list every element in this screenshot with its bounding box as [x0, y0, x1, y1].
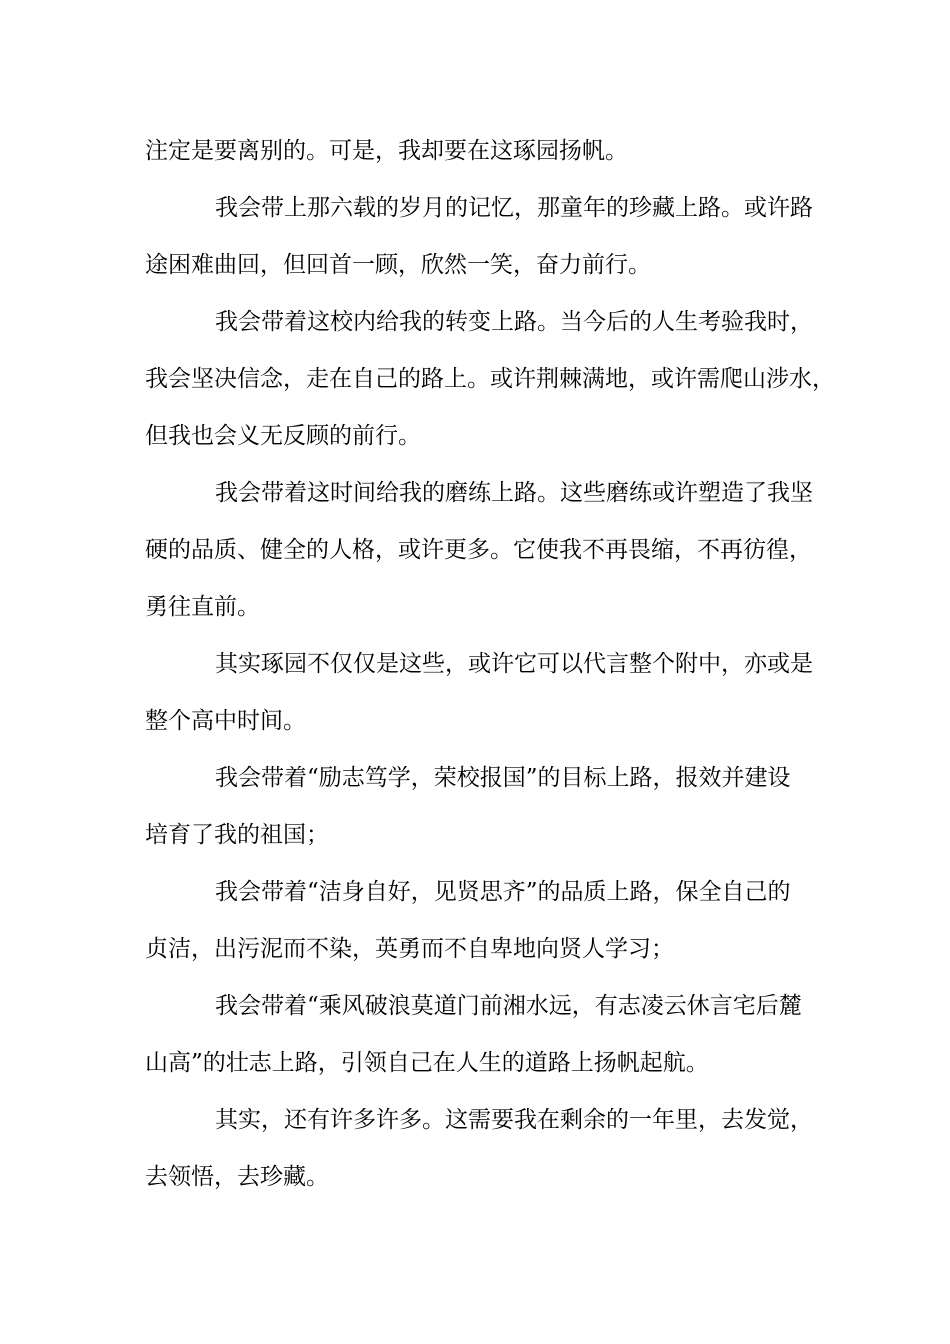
paragraph-line: 我会带上那六载的岁月的记忆，那童年的珍藏上路。或许路 — [215, 195, 813, 221]
paragraph-line: 途困难曲回，但回首一顾，欣然一笑，奋力前行。 — [145, 252, 651, 278]
paragraph-line: 我会带着“励志笃学，荣校报国”的目标上路，报效并建设 — [215, 765, 791, 791]
paragraph-line: 其实琢园不仅仅是这些，或许它可以代言整个附中，亦或是 — [215, 651, 813, 677]
paragraph-line: 我会带着这时间给我的磨练上路。这些磨练或许塑造了我坚 — [215, 480, 813, 506]
paragraph-line: 硬的品质、健全的人格，或许更多。它使我不再畏缩，不再彷徨， — [145, 537, 812, 563]
paragraph-line: 我会带着“洁身自好，见贤思齐”的品质上路，保全自己的 — [215, 879, 791, 905]
paragraph-line: 其实，还有许多许多。这需要我在剩余的一年里，去发觉， — [215, 1107, 813, 1133]
paragraph-line: 注定是要离别的。可是，我却要在这琢园扬帆。 — [145, 138, 628, 164]
paragraph-line: 去领悟，去珍藏。 — [145, 1164, 329, 1190]
paragraph-line: 整个高中时间。 — [145, 708, 306, 734]
paragraph-line: 我会带着“乘风破浪莫道门前湘水远，有志凌云休言宅后麓 — [215, 993, 802, 1019]
paragraph-line: 山高”的壮志上路，引领自己在人生的道路上扬帆起航。 — [145, 1050, 709, 1076]
paragraph-line: 但我也会义无反顾的前行。 — [145, 423, 421, 449]
paragraph-line: 贞洁，出污泥而不染，英勇而不自卑地向贤人学习； — [145, 936, 674, 962]
paragraph-line: 培育了我的祖国； — [145, 822, 329, 848]
paragraph-line: 勇往直前。 — [145, 594, 260, 620]
paragraph-line: 我会带着这校内给我的转变上路。当今后的人生考验我时， — [215, 309, 813, 335]
paragraph-line: 我会坚决信念，走在自己的路上。或许荆棘满地，或许需爬山涉水， — [145, 366, 835, 392]
